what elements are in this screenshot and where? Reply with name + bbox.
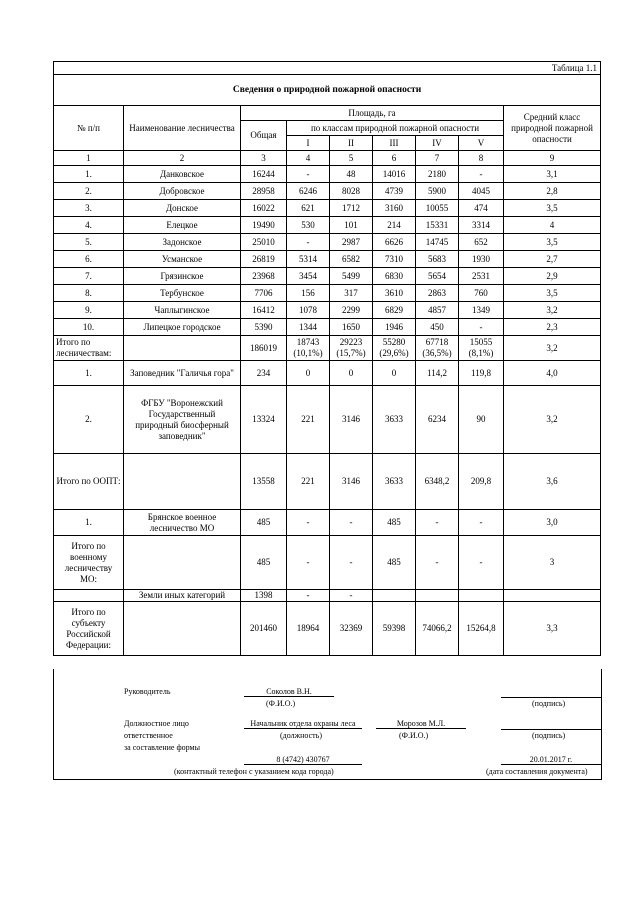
table-row (54, 361, 601, 386)
header-by-class: по классам природной пожарной опасности (287, 121, 504, 136)
cell-class-2: 3146 (330, 386, 373, 454)
cell-total: 7706 (241, 285, 287, 302)
cell-class-1: 1078 (287, 302, 330, 319)
cell-class-1: - (287, 234, 330, 251)
cell-class-1: 530 (287, 217, 330, 234)
cell-class-1: 3454 (287, 268, 330, 285)
cell-name: Земли иных категорий (124, 590, 241, 602)
total-label: Итого по ООПТ: (54, 454, 124, 510)
cell-class-4: 5654 (416, 268, 459, 285)
cell-avg: 2,3 (504, 319, 601, 336)
cell-total: 16022 (241, 200, 287, 217)
cell-total: 28958 (241, 183, 287, 200)
cell-class-2: 101 (330, 217, 373, 234)
cell-class-3: 0 (373, 361, 416, 386)
cell-num: 9. (54, 302, 124, 319)
cell-class-5: 15264,8 (459, 602, 504, 656)
cell-class-4: 5900 (416, 183, 459, 200)
cell-num: 10. (54, 319, 124, 336)
cell-num: 8. (54, 285, 124, 302)
cell-avg: 3,2 (504, 336, 601, 361)
table-row (54, 319, 601, 336)
table-row (54, 386, 601, 454)
cell-name: Липецкое городское (124, 319, 241, 336)
cell-class-5: 90 (459, 386, 504, 454)
cell-class-5: 3314 (459, 217, 504, 234)
cell-class-2: 317 (330, 285, 373, 302)
cell-class-3: 4739 (373, 183, 416, 200)
cell-total: 25010 (241, 234, 287, 251)
cell-name: Грязинское (124, 268, 241, 285)
cell-name: Задонское (124, 234, 241, 251)
cell-num: 4. (54, 217, 124, 234)
cell-avg: 3,3 (504, 602, 601, 656)
header-num: № п/п (54, 106, 124, 151)
resp-sign-caption: (подпись) (532, 731, 566, 740)
head-sign-caption: (подпись) (532, 699, 566, 708)
resp-label-1: Должностное лицо (124, 719, 189, 728)
cell-class-1: 221 (287, 386, 330, 454)
col-num: 4 (287, 151, 330, 166)
cell-class-5: 15055 (8,1%) (459, 336, 504, 361)
cell-name: Усманское (124, 251, 241, 268)
resp-position-caption: (должность) (280, 731, 322, 740)
cell-total: 201460 (241, 602, 287, 656)
cell-avg: 3,1 (504, 166, 601, 183)
cell-total: 26819 (241, 251, 287, 268)
cell-class-1: 6246 (287, 183, 330, 200)
table-row (54, 234, 601, 251)
resp-name: Морозов М.Л. (376, 719, 466, 729)
total-oopt-row (54, 454, 601, 510)
cell-class-3: 3633 (373, 386, 416, 454)
header-avg: Средний класс природной пожарной опасности (504, 106, 601, 151)
cell-total: 5390 (241, 319, 287, 336)
cell-class-4: 2180 (416, 166, 459, 183)
cell-total: 186019 (241, 336, 287, 361)
cell-class-3 (373, 590, 416, 602)
head-sign-line (501, 687, 601, 698)
cell-num: 5. (54, 234, 124, 251)
cell-class-4: 114,2 (416, 361, 459, 386)
resp-position: Начальник отдела охраны леса (244, 719, 362, 729)
table-title: Сведения о природной пожарной опасности (54, 75, 601, 106)
cell-class-5: 2531 (459, 268, 504, 285)
table-row (54, 166, 601, 183)
cell-total: 485 (241, 536, 287, 590)
table-row (54, 590, 601, 602)
cell-name (124, 454, 241, 510)
cell-class-1: 1344 (287, 319, 330, 336)
cell-num: 7. (54, 268, 124, 285)
cell-avg: 3,5 (504, 285, 601, 302)
table-row (54, 183, 601, 200)
cell-name: Чаплыгинское (124, 302, 241, 319)
header-class-3: III (373, 136, 416, 151)
cell-total: 485 (241, 510, 287, 536)
header-class-2: II (330, 136, 373, 151)
cell-class-1: 156 (287, 285, 330, 302)
cell-class-3: 1946 (373, 319, 416, 336)
cell-class-1: - (287, 510, 330, 536)
cell-class-4: 6348,2 (416, 454, 459, 510)
cell-class-3: 6829 (373, 302, 416, 319)
cell-name: Тербунское (124, 285, 241, 302)
table-caption: Таблица 1.1 (54, 62, 601, 75)
cell-class-2: - (330, 510, 373, 536)
cell-avg: 4,0 (504, 361, 601, 386)
cell-class-2: 32369 (330, 602, 373, 656)
cell-class-4: 2863 (416, 285, 459, 302)
cell-avg: 3,5 (504, 200, 601, 217)
table-row (54, 302, 601, 319)
cell-class-4: 14745 (416, 234, 459, 251)
cell-name: Донское (124, 200, 241, 217)
cell-num: 1. (54, 510, 124, 536)
cell-class-2: - (330, 536, 373, 590)
cell-class-1: 18743 (10,1%) (287, 336, 330, 361)
table-row (54, 285, 601, 302)
cell-class-4: 10055 (416, 200, 459, 217)
col-num: 7 (416, 151, 459, 166)
cell-class-2: 29223 (15,7%) (330, 336, 373, 361)
table-row (54, 251, 601, 268)
cell-class-3: 14016 (373, 166, 416, 183)
cell-class-5: 119,8 (459, 361, 504, 386)
cell-avg: 3,5 (504, 234, 601, 251)
col-num: 2 (124, 151, 241, 166)
cell-class-1: 221 (287, 454, 330, 510)
total-forest-row (54, 336, 601, 361)
cell-class-4: 74066,2 (416, 602, 459, 656)
cell-class-3: 214 (373, 217, 416, 234)
cell-name (124, 336, 241, 361)
resp-fio-caption: (Ф.И.О.) (399, 731, 429, 740)
table-row (54, 200, 601, 217)
cell-class-1: 18964 (287, 602, 330, 656)
resp-sign-line (501, 719, 601, 730)
head-fio-caption: (Ф.И.О.) (266, 699, 296, 708)
cell-avg: 3,6 (504, 454, 601, 510)
cell-num: 1. (54, 166, 124, 183)
head-label: Руководитель (124, 687, 171, 696)
header-class-4: IV (416, 136, 459, 151)
phone-caption: (контактный телефон с указанием кода города) (174, 767, 334, 776)
cell-class-3: 7310 (373, 251, 416, 268)
header-area: Площадь, га (241, 106, 504, 121)
cell-class-5: - (459, 166, 504, 183)
cell-class-2: 6582 (330, 251, 373, 268)
cell-class-2: 2299 (330, 302, 373, 319)
cell-class-4 (416, 590, 459, 602)
cell-num: 2. (54, 183, 124, 200)
table-row (54, 268, 601, 285)
cell-class-5 (459, 590, 504, 602)
cell-class-2: 3146 (330, 454, 373, 510)
header-name: Наименование лесничества (124, 106, 241, 151)
fire-danger-table-sheet (53, 61, 600, 656)
cell-avg: 3,0 (504, 510, 601, 536)
cell-name: Брянское военное лесничество МО (124, 510, 241, 536)
cell-total: 19490 (241, 217, 287, 234)
cell-class-5: 1930 (459, 251, 504, 268)
cell-num: 3. (54, 200, 124, 217)
header-class-5: V (459, 136, 504, 151)
cell-class-4: 67718 (36,5%) (416, 336, 459, 361)
col-num: 9 (504, 151, 601, 166)
cell-class-2: 48 (330, 166, 373, 183)
cell-class-4: 15331 (416, 217, 459, 234)
cell-num: 1. (54, 361, 124, 386)
cell-avg: 2,7 (504, 251, 601, 268)
header-class-1: I (287, 136, 330, 151)
total-label: Итого по военному лесничеству МО: (54, 536, 124, 590)
cell-num: 6. (54, 251, 124, 268)
cell-avg: 3 (504, 536, 601, 590)
cell-class-4: 450 (416, 319, 459, 336)
cell-class-1: 5314 (287, 251, 330, 268)
cell-name: Данковское (124, 166, 241, 183)
cell-class-3: 3160 (373, 200, 416, 217)
cell-total: 13558 (241, 454, 287, 510)
col-num: 1 (54, 151, 124, 166)
cell-class-4: - (416, 536, 459, 590)
date-caption: (дата составления документа) (486, 767, 588, 776)
resp-phone: 8 (4742) 430767 (244, 755, 362, 765)
cell-class-3: 3633 (373, 454, 416, 510)
cell-class-4: 5683 (416, 251, 459, 268)
cell-class-3: 6830 (373, 268, 416, 285)
resp-label-2: ответственное (124, 731, 173, 740)
cell-class-2: 2987 (330, 234, 373, 251)
cell-class-5: - (459, 536, 504, 590)
total-mil-row (54, 536, 601, 590)
col-num: 8 (459, 151, 504, 166)
signature-block (53, 669, 602, 780)
cell-class-3: 59398 (373, 602, 416, 656)
cell-class-3: 6626 (373, 234, 416, 251)
cell-class-4: 6234 (416, 386, 459, 454)
col-num: 3 (241, 151, 287, 166)
cell-class-4: 4857 (416, 302, 459, 319)
cell-class-1: 0 (287, 361, 330, 386)
cell-class-2: 5499 (330, 268, 373, 285)
cell-class-4: - (416, 510, 459, 536)
resp-label-3: за составление формы (124, 743, 200, 752)
cell-total: 1398 (241, 590, 287, 602)
cell-class-5: 474 (459, 200, 504, 217)
cell-num (54, 590, 124, 602)
cell-name: Елецкое (124, 217, 241, 234)
cell-total: 13324 (241, 386, 287, 454)
cell-class-2: - (330, 590, 373, 602)
cell-class-5: 1349 (459, 302, 504, 319)
cell-class-5: 4045 (459, 183, 504, 200)
cell-class-5: - (459, 319, 504, 336)
col-num: 6 (373, 151, 416, 166)
cell-name: Добровское (124, 183, 241, 200)
head-name: Соколов В.Н. (244, 687, 334, 697)
cell-total: 16244 (241, 166, 287, 183)
cell-total: 16412 (241, 302, 287, 319)
total-label: Итого по субъекту Российской Федерации: (54, 602, 124, 656)
total-subject-row (54, 602, 601, 656)
cell-avg: 2,9 (504, 268, 601, 285)
cell-avg: 3,2 (504, 386, 601, 454)
cell-class-5: 209,8 (459, 454, 504, 510)
doc-date: 20.01.2017 г. (501, 755, 601, 765)
cell-class-1: - (287, 590, 330, 602)
cell-class-2: 1650 (330, 319, 373, 336)
cell-total: 234 (241, 361, 287, 386)
table-row (54, 510, 601, 536)
cell-class-1: 621 (287, 200, 330, 217)
cell-class-3: 3610 (373, 285, 416, 302)
cell-class-2: 1712 (330, 200, 373, 217)
header-total: Общая (241, 121, 287, 151)
cell-class-2: 8028 (330, 183, 373, 200)
cell-class-1: - (287, 166, 330, 183)
cell-num: 2. (54, 386, 124, 454)
fire-danger-table (53, 61, 601, 656)
cell-class-3: 55280 (29,6%) (373, 336, 416, 361)
cell-name: ФГБУ "Воронежский Государственный природный биосферный заповедник" (124, 386, 241, 454)
cell-class-3: 485 (373, 510, 416, 536)
cell-class-1: - (287, 536, 330, 590)
cell-total: 23968 (241, 268, 287, 285)
cell-avg: 2,8 (504, 183, 601, 200)
cell-class-3: 485 (373, 536, 416, 590)
cell-avg: 3,2 (504, 302, 601, 319)
cell-class-2: 0 (330, 361, 373, 386)
cell-name: Заповедник "Галичья гора" (124, 361, 241, 386)
cell-class-5: 760 (459, 285, 504, 302)
cell-avg (504, 590, 601, 602)
cell-class-5: 652 (459, 234, 504, 251)
cell-name (124, 602, 241, 656)
table-row (54, 217, 601, 234)
cell-class-5: - (459, 510, 504, 536)
cell-avg: 4 (504, 217, 601, 234)
cell-name (124, 536, 241, 590)
total-label: Итого по лесничествам: (54, 336, 124, 361)
col-num: 5 (330, 151, 373, 166)
